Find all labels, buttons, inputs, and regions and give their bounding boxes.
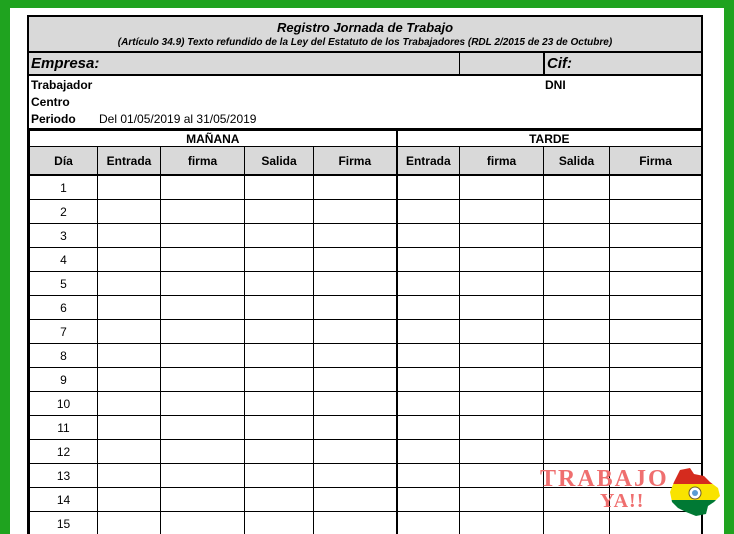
table-row	[30, 344, 702, 368]
entry-cell[interactable]	[314, 224, 397, 248]
empresa-cell[interactable]	[29, 53, 460, 74]
bolivia-map-flag-icon	[666, 466, 722, 518]
entry-cell[interactable]	[245, 320, 314, 344]
entry-cell[interactable]	[98, 416, 161, 440]
entry-cell[interactable]	[314, 248, 397, 272]
entry-cell[interactable]	[610, 200, 702, 224]
entry-cell[interactable]	[98, 392, 161, 416]
entry-cell[interactable]	[98, 488, 161, 512]
entry-cell[interactable]	[314, 175, 397, 200]
empresa-extra-cell[interactable]	[460, 53, 545, 74]
entry-cell[interactable]	[460, 512, 544, 534]
entry-cell[interactable]	[610, 392, 702, 416]
table-row	[30, 175, 702, 200]
entry-cell[interactable]	[161, 392, 245, 416]
day-number: 13	[30, 464, 98, 488]
entry-cell[interactable]	[610, 175, 702, 200]
registro-sheet	[27, 15, 703, 534]
column-header: Entrada	[397, 147, 460, 176]
document-title: Registro Jornada de Trabajo	[276, 20, 454, 35]
document-page	[10, 8, 724, 534]
entry-cell[interactable]	[314, 200, 397, 224]
entry-cell[interactable]	[98, 344, 161, 368]
entry-cell[interactable]	[98, 272, 161, 296]
entry-cell[interactable]	[314, 320, 397, 344]
entry-cell[interactable]	[161, 416, 245, 440]
entry-cell[interactable]	[460, 440, 544, 464]
entry-cell[interactable]	[544, 416, 610, 440]
column-header: Salida	[544, 147, 610, 176]
entry-cell[interactable]	[314, 296, 397, 320]
entry-cell[interactable]	[98, 320, 161, 344]
entry-cell[interactable]	[245, 248, 314, 272]
entry-cell[interactable]	[544, 272, 610, 296]
table-row	[30, 200, 702, 224]
entry-cell[interactable]	[397, 344, 460, 368]
entry-cell[interactable]	[314, 368, 397, 392]
entry-cell[interactable]	[245, 272, 314, 296]
entry-cell[interactable]	[397, 368, 460, 392]
trabajador-label: Trabajador	[31, 78, 93, 92]
entry-cell[interactable]	[610, 368, 702, 392]
entry-cell[interactable]	[460, 175, 544, 200]
entry-cell[interactable]	[314, 512, 397, 534]
watermark-line1: TRABAJO	[540, 466, 669, 492]
title-block	[29, 17, 701, 53]
entry-cell[interactable]	[161, 464, 245, 488]
entry-cell[interactable]	[610, 416, 702, 440]
entry-cell[interactable]	[161, 224, 245, 248]
entry-cell[interactable]	[544, 224, 610, 248]
day-number: 7	[30, 320, 98, 344]
periodo-label: Periodo	[31, 112, 76, 126]
entry-cell[interactable]	[245, 488, 314, 512]
day-number: 10	[30, 392, 98, 416]
entry-cell[interactable]	[460, 200, 544, 224]
entry-cell[interactable]	[98, 440, 161, 464]
entry-cell[interactable]	[610, 440, 702, 464]
day-number: 12	[30, 440, 98, 464]
table-row	[30, 368, 702, 392]
entry-cell[interactable]	[544, 175, 610, 200]
entry-cell[interactable]	[161, 512, 245, 534]
entry-cell[interactable]	[98, 175, 161, 200]
column-header: Día	[30, 147, 98, 176]
day-number: 11	[30, 416, 98, 440]
entry-cell[interactable]	[610, 320, 702, 344]
entry-cell[interactable]	[245, 368, 314, 392]
entry-cell[interactable]	[245, 440, 314, 464]
table-row	[30, 224, 702, 248]
entry-cell[interactable]	[610, 272, 702, 296]
empresa-label: Empresa:	[31, 55, 100, 72]
entry-cell[interactable]	[245, 175, 314, 200]
entry-cell[interactable]	[314, 440, 397, 464]
entry-cell[interactable]	[397, 416, 460, 440]
entry-cell[interactable]	[314, 488, 397, 512]
day-number: 15	[30, 512, 98, 534]
entry-cell[interactable]	[544, 368, 610, 392]
entry-cell[interactable]	[245, 416, 314, 440]
entry-cell[interactable]	[460, 320, 544, 344]
entry-cell[interactable]	[460, 464, 544, 488]
entry-cell[interactable]	[460, 224, 544, 248]
column-header: Firma	[610, 147, 702, 176]
entry-cell[interactable]	[98, 296, 161, 320]
entry-cell[interactable]	[161, 488, 245, 512]
periodo-value: Del 01/05/2019 al 31/05/2019	[99, 112, 257, 126]
entry-cell[interactable]	[397, 200, 460, 224]
entry-cell[interactable]	[544, 440, 610, 464]
entry-cell[interactable]	[161, 440, 245, 464]
cif-label: Cif:	[547, 55, 572, 72]
worker-info	[29, 76, 701, 130]
watermark-line2: YA!!	[600, 490, 645, 512]
entry-cell[interactable]	[245, 224, 314, 248]
entry-cell[interactable]	[610, 344, 702, 368]
entry-cell[interactable]	[460, 392, 544, 416]
entry-cell[interactable]	[460, 368, 544, 392]
entry-cell[interactable]	[544, 248, 610, 272]
column-header: Firma	[314, 147, 397, 176]
entry-cell[interactable]	[544, 320, 610, 344]
entry-cell[interactable]	[245, 392, 314, 416]
entry-cell[interactable]	[161, 368, 245, 392]
entry-cell[interactable]	[314, 464, 397, 488]
entry-cell[interactable]	[245, 200, 314, 224]
entry-cell[interactable]	[98, 368, 161, 392]
entry-cell[interactable]	[544, 296, 610, 320]
shift-row	[30, 131, 702, 147]
day-number: 6	[30, 296, 98, 320]
entry-cell[interactable]	[397, 175, 460, 200]
day-number: 4	[30, 248, 98, 272]
entry-cell[interactable]	[314, 272, 397, 296]
entry-cell[interactable]	[544, 344, 610, 368]
entry-cell[interactable]	[544, 200, 610, 224]
entry-cell[interactable]	[98, 512, 161, 534]
column-header-row	[30, 147, 702, 176]
entry-cell[interactable]	[245, 344, 314, 368]
day-number: 1	[30, 175, 98, 200]
entry-cell[interactable]	[460, 416, 544, 440]
manana-header: MAÑANA	[30, 131, 397, 147]
entry-cell[interactable]	[245, 464, 314, 488]
centro-label: Centro	[31, 95, 70, 109]
day-number: 2	[30, 200, 98, 224]
watermark-logo	[540, 464, 724, 524]
entry-cell[interactable]	[397, 224, 460, 248]
entry-cell[interactable]	[161, 272, 245, 296]
entry-cell[interactable]	[397, 248, 460, 272]
day-number: 14	[30, 488, 98, 512]
table-row	[30, 320, 702, 344]
entry-cell[interactable]	[460, 344, 544, 368]
entry-cell[interactable]	[460, 296, 544, 320]
entry-cell[interactable]	[161, 200, 245, 224]
entry-cell[interactable]	[460, 248, 544, 272]
day-number: 3	[30, 224, 98, 248]
entry-cell[interactable]	[544, 392, 610, 416]
entry-cell[interactable]	[161, 344, 245, 368]
table-row	[30, 416, 702, 440]
entry-cell[interactable]	[245, 512, 314, 534]
entry-cell[interactable]	[460, 488, 544, 512]
entry-cell[interactable]	[161, 175, 245, 200]
entry-cell[interactable]	[314, 416, 397, 440]
entry-cell[interactable]	[397, 488, 460, 512]
entry-cell[interactable]	[397, 440, 460, 464]
day-number: 5	[30, 272, 98, 296]
entry-cell[interactable]	[397, 272, 460, 296]
column-header: Entrada	[98, 147, 161, 176]
tarde-header: TARDE	[397, 131, 702, 147]
table-row	[30, 296, 702, 320]
day-number: 8	[30, 344, 98, 368]
entry-cell[interactable]	[245, 296, 314, 320]
entry-cell[interactable]	[397, 512, 460, 534]
entry-cell[interactable]	[610, 296, 702, 320]
entry-cell[interactable]	[460, 272, 544, 296]
table-row	[30, 440, 702, 464]
column-header: Salida	[245, 147, 314, 176]
entry-cell[interactable]	[161, 320, 245, 344]
entry-cell[interactable]	[98, 224, 161, 248]
entry-cell[interactable]	[397, 320, 460, 344]
table-row	[30, 272, 702, 296]
entry-cell[interactable]	[98, 248, 161, 272]
entry-cell[interactable]	[98, 200, 161, 224]
table-row	[30, 392, 702, 416]
entry-cell[interactable]	[161, 296, 245, 320]
entry-cell[interactable]	[161, 248, 245, 272]
entry-cell[interactable]	[314, 392, 397, 416]
entry-cell[interactable]	[397, 464, 460, 488]
entry-cell[interactable]	[397, 392, 460, 416]
table-row	[30, 248, 702, 272]
empresa-row	[29, 53, 701, 76]
dni-label: DNI	[545, 78, 566, 92]
entry-cell[interactable]	[314, 344, 397, 368]
column-header: firma	[460, 147, 544, 176]
day-number: 9	[30, 368, 98, 392]
entry-cell[interactable]	[397, 296, 460, 320]
cif-cell[interactable]	[545, 53, 701, 74]
column-header: firma	[161, 147, 245, 176]
entry-cell[interactable]	[610, 248, 702, 272]
entry-cell[interactable]	[98, 464, 161, 488]
entry-cell[interactable]	[610, 224, 702, 248]
document-subtitle: (Artículo 34.9) Texto refundido de la Ley del Estatuto de los Trabajadores (RDL 2/2015 de 23 de Octubre)	[117, 37, 613, 48]
